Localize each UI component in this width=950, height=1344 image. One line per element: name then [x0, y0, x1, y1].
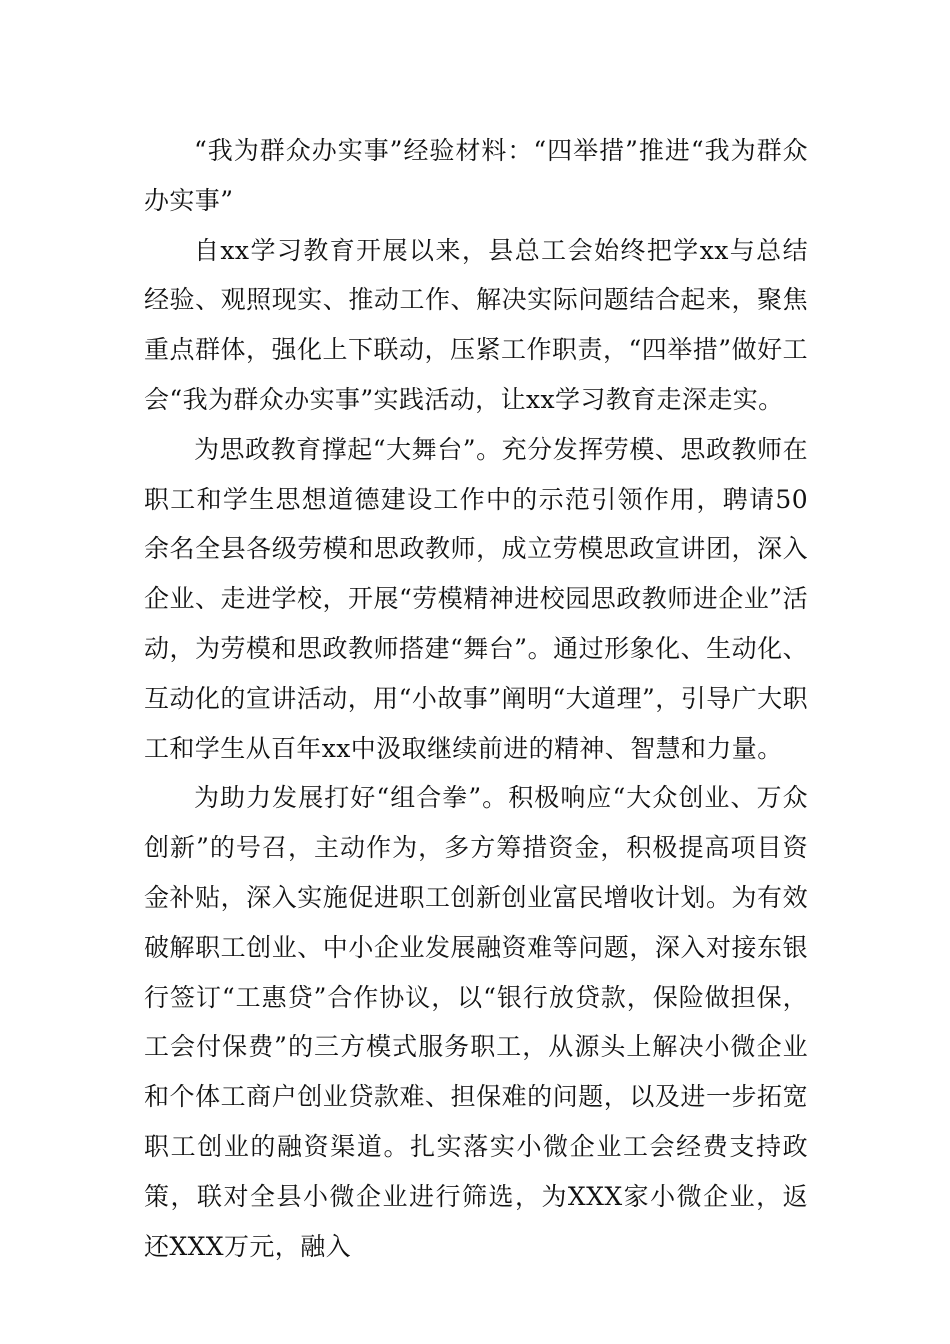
document-title: “我为群众办实事”经验材料：“四举措”推进“我为群众办实事” [144, 136, 808, 215]
document-body [144, 126, 808, 1271]
paragraph-ideological-education: 为思政教育撑起“大舞台”。充分发挥劳模、思政教师在职工和学生思想道德建设工作中的示范引领作用，聘请50余名全县各级劳模和思政教师，成立劳模思政宣讲团，深入企业、走进学校，开展“劳模精神进校园思政教师进企业”活动，为劳模和思政教师搭建“舞台”。通过形象化、生动化、互动化的宣讲活动，用“小故事”阐明“大道理”，引导广大职工和学生从百年xx中汲取继续前进的精神、智慧和力量。 [144, 434, 808, 763]
paragraph-development-support: 为助力发展打好“组合拳”。积极响应“大众创业、万众创新”的号召，主动作为，多方筹措资金，积极提高项目资金补贴，深入实施促进职工创新创业富民增收计划。为有效破解职工创业、中小企业发展融资难等问题，深入对接东银行签订“工惠贷”合作协议，以“银行放贷款，保险做担保，工会付保费”的三方模式服务职工，从源头上解决小微企业和个体工商户创业贷款难、担保难的问题，以及进一步拓宽职工创业的融资渠道。扎实落实小微企业工会经费支持政策，联对全县小微企业进行筛选，为XXX家小微企业，返还XXX万元，融入 [144, 783, 808, 1261]
paragraph-intro: 自xx学习教育开展以来，县总工会始终把学xx与总结经验、观照现实、推动工作、解决实际问题结合起来，聚焦重点群体，强化上下联动，压紧工作职责，“四举措”做好工会“我为群众办实事”实践活动，让xx学习教育走深走实。 [144, 235, 808, 414]
